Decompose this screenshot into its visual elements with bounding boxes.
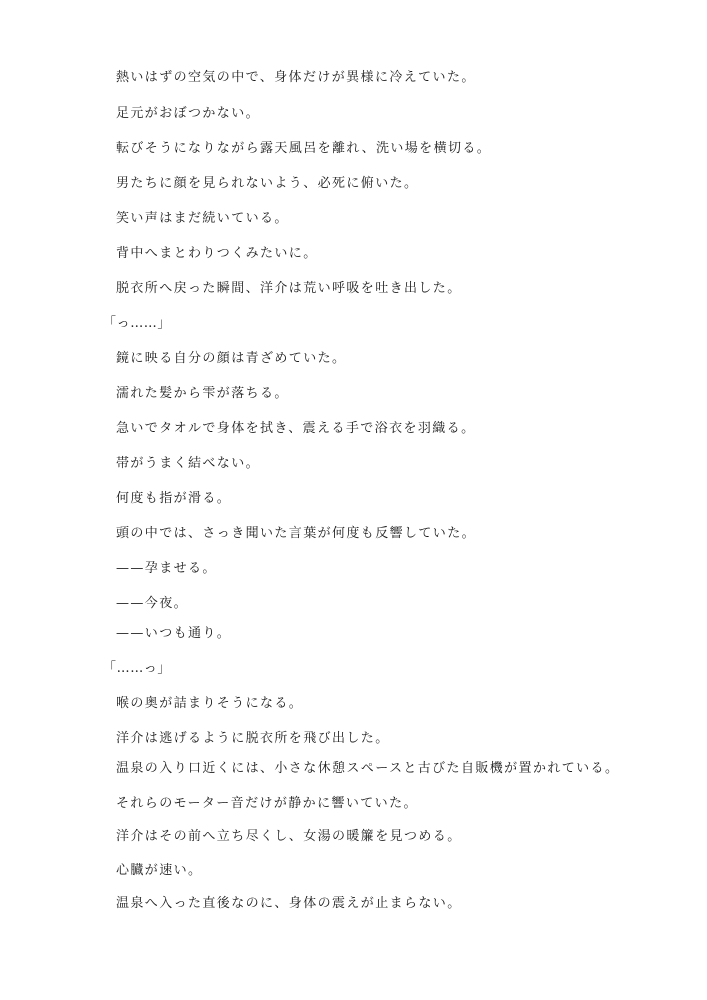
text-line: 足元がおぼつかない。 [116,106,261,121]
text-line: 転びそうになりながら露天風呂を離れ、洗い場を横切る。 [116,141,492,156]
text-line: 心臓が速い。 [116,863,203,878]
text-line: 鏡に映る自分の顔は青ざめていた。 [116,351,347,366]
text-line: 喉の奥が詰まりそうになる。 [116,696,304,711]
text-line: 頭の中では、さっき聞いた言葉が何度も反響していた。 [116,526,477,541]
text-line: ——孕ませる。 [116,561,217,576]
text-line: 洋介はその前へ立ち尽くし、女湯の暖簾を見つめる。 [116,829,462,844]
text-line: 帯がうまく結べない。 [116,456,261,471]
text-line: 背中へまとわりつくみたいに。 [116,246,318,261]
text-line: 何度も指が滑る。 [116,491,232,506]
text-line: 温泉へ入った直後なのに、身体の震えが止まらない。 [116,896,462,911]
text-line: 洋介は逃げるように脱衣所を飛び出した。 [116,731,390,746]
dialogue-line: 「……っ」 [103,661,171,676]
text-line: それらのモーター音だけが静かに響いていた。 [116,796,418,811]
text-line: 熱いはずの空気の中で、身体だけが異様に冷えていた。 [116,70,476,85]
text-line: 温泉の入り口近くには、小さな休憩スペースと古びた自販機が置かれている。 [116,761,620,776]
text-line: 笑い声はまだ続いている。 [116,211,289,226]
dialogue-line: 「っ……」 [103,316,171,331]
text-line: 濡れた髪から雫が落ちる。 [116,386,289,401]
text-line: ——いつも通り。 [116,626,232,641]
text-line: 急いでタオルで身体を拭き、震える手で浴衣を羽織る。 [116,421,476,436]
text-line: ——今夜。 [116,596,189,611]
text-line: 脱衣所へ戻った瞬間、洋介は荒い呼吸を吐き出した。 [116,281,462,296]
text-line: 男たちに顔を見られないよう、必死に俯いた。 [116,176,419,191]
